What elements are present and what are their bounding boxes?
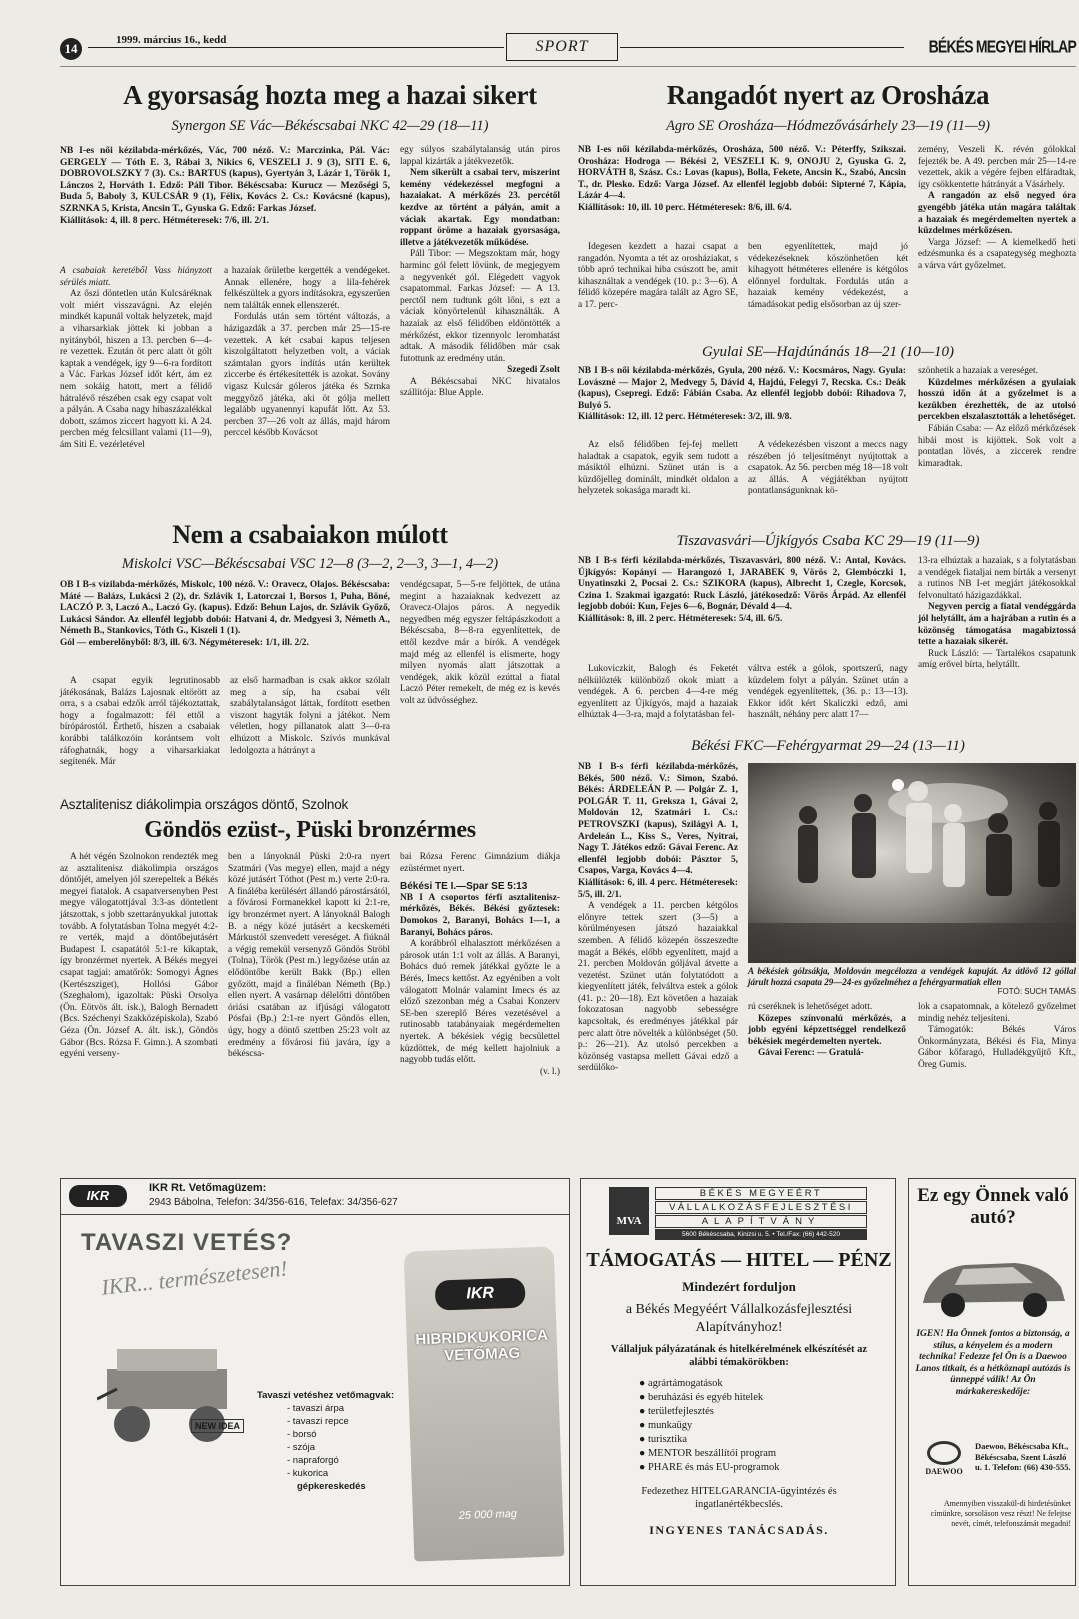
issue-date: 1999. március 16., kedd: [116, 34, 227, 46]
daewoo-brand: DAEWOO: [915, 1441, 973, 1476]
article5-body1: Lukoviczkit, Balogh és Feketét nélkülözték különböző okok miatt a vendégek. A 6. percben 4—4-re még egyenlített az Újkígyós, majd a hazaiak elhúztak 4—3-ra, majd a folytatásban fel-: [578, 664, 738, 721]
daewoo-text: IGEN! Ha Önnek fontos a biztonság, a stílus, a kényelem és a modern technika! Fedezze fel Ön is a Daewoo Lanos titkait, és a hétköznapi autózás is ünneppé válik! Az Ön márkakereskedője:: [915, 1329, 1071, 1397]
article1-body2a: a hazaiak őrületbe kergették a vendégeket. Annak ellenére, hogy a lila-fehérek felkészültek a gyors indításokra, egyszerűen nem találták ennek ellenszerét.: [224, 266, 390, 311]
handball-players-illustration: [748, 763, 1076, 963]
article2-lead: [578, 145, 906, 215]
article4-col2: [230, 676, 390, 757]
article7-lead: NB I B-s férfi kézilabda-mérkőzés, Békés, 500 néző. V.: Simon, Szabó. Békés: ÁRDELEÁN P. — Polgár Z. 1, POLGÁR T. 11, Greksza 1, Gávai 2, Moldován 12, Szatmári 1. Cs.: PETROVSZKI (kapus), Szilágyi A. 1, Ardeleán L., Kiss S., Veres, Nyitrai, Nagy T. Játékos edző: Gávai Ferenc. Az ellenfél legjobb dobói: Pásztor 5, Csapos, Varga, Kovács 4—4.: [578, 762, 738, 877]
article3-body3c: Fábián Csaba: — Az előző mérkőzések hibái most is kijöttek. Sok volt a pontatlan lövés, a ziccerek rendre kimaradtak.: [918, 423, 1076, 469]
article3-body3b: Küzdelmes mérkőzésen a gyulaiak hosszú időn át a győzelmet is a kezükben érezhették, de az utolsó percekben elszalasztották a lehetőséget.: [918, 377, 1076, 423]
daewoo-logo-icon: [927, 1441, 961, 1465]
article4-title: Nem a csabaiakon múlott: [172, 520, 448, 549]
article7-body2b: Közepes színvonalú mérkőzés, a jobb egyéni képzettséggel rendelkező békésiek megérdemelten nyertek.: [748, 1013, 906, 1047]
article7-col1: [578, 762, 738, 1075]
mva-footer1: Fedezethez HITELGARANCIA-ügyintézés és ingatlanértékbecslés.: [641, 1486, 837, 1510]
article1-subtitle: Synergon SE Vác—Békéscsabai NKC 42—29 (18—11): [171, 118, 489, 134]
mva-advertisement[interactable]: [580, 1178, 896, 1586]
mva-list-item: ● munkaügy: [639, 1420, 693, 1431]
article5-lead: [578, 556, 906, 626]
page-number-badge: 14: [60, 38, 82, 60]
ikr-list-item: - szója: [287, 1442, 315, 1453]
ikr-headline: TAVASZI VETÉS?: [81, 1229, 293, 1256]
article1-body1: Az őszi döntetlen után Kulcsáréknak volt miért visszavágni. Az elején mindkét kapunál voltak helyzetek, majd a viharsarkiak jöttek ki jobban a nyitányból, hiszen a 13. percben 6—4-re vezettek. Ezután öt perc alatt öt gólt kaptak a vendégek, így 9—6-ra fordított a Vác. Farkas József időt kért, ám ez nem sokáig hatott, mert a félidő hátralévő részében csak egy csapat volt a pályán. A Csaba nagy hibaszázalékkal dobott, számos ziccert hagyott ki. A 24. percben még felcsillant valami (11—9), ám Siti E. vezérletével: [60, 289, 212, 450]
daewoo-headline: Ez egy Önnek való autó?: [917, 1185, 1069, 1228]
mva-list-item: ● PHARE és más EU-programok: [639, 1462, 780, 1473]
daewoo-advertisement[interactable]: [908, 1178, 1076, 1586]
daewoo-dealer: Daewoo, Békéscsaba Kft., Békéscsaba, Szent László u. 1. Telefon: (66) 430-555.: [975, 1441, 1071, 1472]
article6-title: Göndös ezüst-, Püski bronzérmes: [144, 817, 476, 843]
article4-lead-text: OB I B-s vízilabda-mérkőzés, Miskolc, 100 néző. V.: Oravecz, Olajos. Békéscsaba: Máté — Balázs, Lukácsi 2 (2), dr. Szlávik 1, Latorczai 1, Borsos 1, Puha, Böné, LACZÓ P. 3, Laczó A., Laczó Gy. (kapus). Edző: Behun Lajos, dr. Szlávik Győző, Lukácsi Sándor. Az ellenfél legjobb dobói: Hatvani 4, dr. Medgyesi 3, Németh A., Németh B., Stankovics, Tóth G., Kiszeli 1 (1).: [60, 580, 390, 637]
article3-body2: A védekezésben viszont a meccs nagy részében jó teljesítményt nyújtottak a csapatok. Az 56. percben még 18—18 volt az állás. A végjátékban nyújtott pontatlanságunknak kö-: [748, 440, 908, 497]
ikr-advertisement[interactable]: [60, 1178, 570, 1586]
article3-col1: [578, 440, 738, 498]
mva-list: [639, 1377, 859, 1475]
article3-subtitle: Gyulai SE—Hajdúnánás 18—21 (10—10): [701, 344, 955, 360]
article6-col3: [400, 852, 560, 1078]
ikr-script: IKR... természetesen!: [100, 1255, 289, 1300]
car-illustration: [915, 1235, 1071, 1325]
mva-org-box: [655, 1187, 867, 1240]
mva-line3: Vállaljuk pályázatának és hitelkérelmének elkészítését az alábbi témakörökben:: [610, 1344, 868, 1368]
article6-body1: A hét végén Szolnokon rendezték meg az asztalitenisz diákolimpia országos döntőjét, amelyen jól szerepeltek a Békés megyei fiatalok. A csapatversenyben Pest megye válogatottjával 3:3-as döntetlent játszottak, s jobb szettarányukkal jutottak tovább. A folytatásban Tolna megyét 4:2-re verték, majd a döntőbejutásért Budapest I. csapatától 5:1-re kikaptak, így bronzérmet nyertek. A Békés megyei csapat tagjai: amatőrök: Somogyi Ágnes (Kertészsziget), Hollósi Gábor (Szeghalom), igazoltak: Püski Orsolya (Ön. Eötvös ált. isk.), Balogh Bernadett (Bcs. Széchenyi Szakközépiskola), Szabó Géza (Ön. József A. ált. isk.), Göndös Gábor (Bcs. Rózsa F. Gimn.). A szombati egyéni verseny-: [60, 852, 218, 1060]
mva-list-item: ● területfejlesztés: [639, 1406, 714, 1417]
ikr-logo: IKR: [69, 1185, 127, 1207]
ikr-list-title: Tavaszi vetéshez vetőmagvak:: [257, 1390, 395, 1401]
article6-col2: [228, 852, 390, 1061]
ikr-list-item: - borsó: [287, 1429, 317, 1440]
mva-org-line3: ALAPÍTVÁNY: [655, 1215, 867, 1228]
article2-lead-text: NB I-es női kézilabda-mérkőzés, Orosháza, 500 néző. V.: Péterffy, Szikszai. Orosháza: Hodroga — Békési 2, VESZELI K. 9, ONOJU 2, Gyuska G. 2, HORVÁTH 8, Szász. Cs.: Lovas (kapus), Bolla, Fekete, Ancsin K., Szabó, Ancsin T., dr. Plesko. Edző: Varga József. Az ellenfél legjobb dobói: Sipterné 7, Kápia, Lázár 4—4.: [578, 145, 906, 202]
article4-col1: [60, 676, 220, 769]
article2-subtitle: Agro SE Orosháza—Hódmezővásárhely 23—19 (11—9): [666, 118, 990, 134]
article3-lead-text: NB I B-s női kézilabda-mérkőzés, Gyula, 200 néző. V.: Kocsmáros, Nagy. Gyula: Lovászné — Major 2, Medvegy 5, Dávid 4, Hajdú, Felegyi 7, Recska. Cs.: Deák (kapus), Csepregi. Edző: Fábián Csaba. Az ellenfél legjobb dobói: Rihadova 7, Bulyó 5.: [578, 366, 906, 411]
article7-caption-block: [748, 966, 1076, 998]
ikr-list-item: - tavaszi repce: [287, 1416, 349, 1427]
ikr-list-item: - kukorica: [287, 1468, 329, 1479]
article3-body3a: szönhetik a hazaiak a vereséget.: [918, 366, 1038, 376]
masthead-rule-left: [88, 47, 504, 48]
ikr-bag-logo: IKR: [435, 1278, 526, 1311]
article1-title: A gyorsaság hozta meg a hazai sikert: [123, 80, 537, 110]
article5-body3c: Ruck László: — Tartalékos csapatunk amíg erővel bírta, helytállt.: [918, 648, 1076, 671]
article2-body3a: zemény, Veszeli K. révén gólokkal fejezték be. A 49. percben már 25—14-re vezettek, akik a végére fejben elfáradtak, így csökkentette hátrányát a Vásárhely.: [918, 145, 1076, 190]
article7-photo-caption: A békésiek gólzsákja, Moldován megcélozza a vendégek kapuját. Az átlövő 12 góllal járult hozzá csapata 29—24-es győzelméhez a fehérgyarmatiak ellen: [748, 966, 1076, 987]
article2-stats: Kiállítások: 10, ill. 10 perc. Hétméteresek: 8/6, ill. 6/4.: [578, 202, 792, 213]
ikr-address: 2943 Bábolna, Telefon: 34/356-616, Telefax: 34/356-627: [149, 1197, 398, 1208]
article7-photo: [748, 763, 1076, 963]
article1-lead: [60, 145, 390, 226]
article6-kicker: Asztalitenisz diákolimpia országos döntő, Szolnok: [60, 797, 349, 812]
mva-line1: Mindezért forduljon: [682, 1279, 796, 1294]
article1-supplier: A Békéscsabai NKC hivatalos szállítója: Blue Apple.: [400, 376, 560, 399]
article7-subtitle: Békési FKC—Fehérgyarmat 29—24 (13—11): [691, 738, 965, 754]
ikr-list-item: - napraforgó: [287, 1455, 339, 1466]
mva-headline: TÁMOGATÁS — HITEL — PÉNZ: [586, 1249, 892, 1271]
article1-body2b: Fordulás után sem történt változás, a házigazdák a 37. percben már 25—15-re vezettek. A két csabai kapus teljesen kiszolgáltatott helyzetben volt, a váciak számtalan gyors indítás után kerültek ziccerbe és értékesítették is azokat. Sovány vigasz Kulcsár góleros játéka és Szrnka meggyőző játéka, aki öt gólja mellett legalább ugyanennyi kapufát lőtt. Az 53. percben 37—26 volt az állás, majd három perccel később Kovácsot: [224, 312, 390, 439]
mva-list-item: ● turisztika: [639, 1434, 688, 1445]
section-label: SPORT: [506, 33, 618, 61]
article1-stats: Kiállítások: 4, ill. 8 perc. Hétméteresek: 7/6, ill. 2/1.: [60, 214, 270, 226]
article1-body3b: Nem sikerült a csabai terv, miszerint kemény védekezéssel megfogni a hazaiakat. A mérkőzés 23. percétől kezdve az történt a pályán, amit a váciak akartak. Egy mondatban: roppant öröme a hazaiak gyorsasága, illetve a játékvezetők működése.: [400, 168, 560, 248]
mva-line2: a Békés Megyéért Vállalkozásfejlesztési Alapítványhoz!: [625, 1302, 853, 1335]
article2-body1: Idegesen kezdett a hazai csapat a rangadón. Nyomta a tét az orosháziakat, s több apró technikai hiba csúszott be, amit kihasználtak a vendégek (10. p.: 3—6). A félidő közepére magára talált az Agro SE, a 17. perc-: [578, 242, 738, 310]
article3-col3: [918, 366, 1076, 470]
article2-col2: [748, 242, 908, 312]
article2-body2: ben egyenlítettek, majd jó védekezéseknek köszönhetően két kihagyott hétméteres ellenére is kétgólos előnnyel fordultak. Fordulás után a hazaiak kemény védekezést, a támadásokat pedig elsősorban az új szer-: [748, 242, 908, 310]
article6-body3b: A korábbról elhalasztott mérkőzésen a párosok után 1:1 volt az állás. A Baranyi, Bohács duó remek játékkal győzte le a Bérés, Imecs kettőst. Az egyéniben a volt válogatott Molnár valamint Imecs és az előző szezonban még a Csabai Konzerv SE-ben szereplő Béres vezetésével a rutinosabb tatabányaiak megérdemelten nyertek. A békésiek végig becsülettel küzdöttek, de még kellett hajolniuk a nagyobb tudás előtt.: [400, 939, 560, 1066]
article3-col2: [748, 440, 908, 498]
article5-subtitle: Tiszavasvári—Újkígyós Csaba KC 29—19 (11—9): [676, 533, 980, 549]
mva-list-item: ● agrártámogatások: [639, 1378, 723, 1389]
article4-col3: [400, 580, 560, 708]
article1-caption: A csabaiak keretéből Vass hiányzott sérülés miatt.: [60, 266, 212, 288]
masthead-rule-under: [60, 66, 1076, 67]
article7-stats: Kiállítások: 6, ill. 4 perc. Hétméteresek: 5/5, ill. 2/1.: [578, 877, 738, 900]
article3-body1: Az első félidőben fej-fej mellett haladtak a csapatok, egyik sem tudott a másiktól elhúzni. Szünet után is a küzdőjelleg dominált, mindkét oldalon a helyzetek sokasága maradt ki.: [578, 440, 738, 497]
article6-signature: (v. l.): [540, 1066, 560, 1077]
article1-col3: [400, 145, 560, 400]
article5-body2: váltva esték a gólok, sportszerű, nagy küzdelem folyt a pályán. Szünet után a vendégek egyenlítettek, (36. p.: 13—13). Ekkor időt kért Skaliczki edző, ami használt, néhány perc alatt 17—: [748, 664, 908, 721]
ikr-list-item: gépkereskedés: [297, 1481, 366, 1492]
article1-signature: Szegedi Zsolt: [507, 365, 560, 376]
paper-logo: BÉKÉS MEGYEI HÍRLAP: [928, 36, 1076, 56]
article1-col1: [60, 266, 212, 452]
article2-body3c: Varga József: — A kiemelkedő heti edzésmunka és a csapategység meghozta a várva várt győzelmet.: [918, 237, 1076, 271]
article7-col2: [748, 1002, 906, 1060]
article6-body2: ben a lányoknál Püski 2:0-ra nyert Szatmári (Vas megye) ellen, majd a négy közé jutásért Tóthot (Pest m.) verte 2:0-ra. A fináléba kerülésért állandó párostársától, a fővárosi Formanekkel kapott ki 2:1-re, így bronzérmet nyert. A lányoknál Balogh B. a négy közé jutásért a kecskeméti Márkustól szenvedett vereséget. A fiúknál a végig remekül versenyző Göndös Ströbl (Tolna), Török (Pest m.) legyőzése után az elődöntőbe került Bakk (Bp.) ellen győzött, majd a fináléban Németh (Bp.) ellen nyert. A vasárnap délelőtti döntőben óriási csatában az ifjúsági válogatott Pósfai (Bp.) 2:1-re nyert Göndös ellen, úgy, hogy a döntő szettben 25:23 volt az eredmény a fővárosi fiú javára, így a békéscsa-: [228, 852, 390, 1060]
article2-body3b: A rangadón az első negyed óra gyengébb játéka után magára találtak a hazaiak és megérdemelten nyertek a küzdelmes mérkőzésen.: [918, 191, 1076, 237]
mva-footer2: INGYENES TANÁCSADÁS.: [649, 1523, 829, 1537]
mva-org-line1: BÉKÉS MEGYEÉRT: [655, 1187, 867, 1200]
article2-col1: [578, 242, 738, 312]
article4-body1: A csapat egyik legrutinosabb játékosának, Balázs Lajosnak eltörött az orra, s a csabai edzők arról tájékoztattak, hogy a fogalmazott: fél ettől a bírópárostól. Érthető, hiszen a csabaiak korábbi találkozóin korántsem volt ráfoghatnák, hogy a viharsarkiakat segítenék. Már: [60, 676, 220, 768]
article6-col1: [60, 852, 218, 1061]
ikr-header: IKR Rt. Vetőmagüzem:: [149, 1182, 267, 1194]
article2-col3: [918, 145, 1076, 273]
ikr-list: [257, 1389, 417, 1493]
ikr-header-bar: [61, 1179, 570, 1215]
mva-org-line2: VÁLLALKOZÁSFEJLESZTÉSI: [655, 1201, 867, 1214]
article4-body2: az első harmadban is csak akkor szólalt meg a síp, ha csabai vélt szabálytalanságot láttak, fordított esetben viszont hagyták folyni a játékot. Nem véletlen, hogy pillanatok alatt 3—0-ra elhúzott a Miskolc. Szívós munkával ledolgozta a hátrányt a: [230, 676, 390, 756]
mva-list-item: ● MENTOR beszállítói program: [639, 1448, 777, 1459]
article4-lead: [60, 580, 390, 650]
mva-list-item: ● beruházási és egyéb hitelek: [639, 1392, 764, 1403]
article4-stats: Gól — emberelőnyből: 8/3, ill. 6/3. Négyméteresek: 1/1, ill. 2/2.: [60, 637, 309, 648]
article5-body3a: 13-ra elhúztak a hazaiak, s a folytatásban a vendégek fiataljai nem bírták a versenyt a rutinos NB I-et megjárt játékosokkal felvonultató házigazdákkal.: [918, 556, 1076, 601]
mva-org-address: 5600 Békéscsaba, Kinizsi u. 5. • Tel./Fax: (66) 442-520: [655, 1229, 867, 1240]
article7-body2a: rú cseréknek is lehetőséget adott.: [748, 1002, 873, 1012]
masthead-rule-right: [620, 47, 904, 48]
ikr-brand-small: NEW IDEA: [191, 1419, 244, 1433]
article7-body2c: Gávai Ferenc: — Gratulá-: [758, 1048, 864, 1059]
article1-body3a: egy súlyos szabálytalanság után piros lappal kizárták a játékvezetők.: [400, 145, 560, 167]
article5-body3b: Negyven percig a fiatal vendéggárda jól helytállt, ám a hajrában a rutin és a közönség támogatása magabiztossá tette a hazaiak sikerét.: [918, 602, 1076, 648]
article5-col2: [748, 664, 908, 722]
article4-body3: vendégcsapat, 5—5-re feljöttek, de utána megint a hazaiaknak kedvezett az Oravecz-Olajos páros. A negyedik negyedben még egyszer feltápászkodott a Békéscsaba, 8—8-ra egyenlítettek, de ettől kezdve már a bírók. A vendégek majd még az ellenfél is elismerte, hogy milyen nyomás alatt játszottak a vendégek, akik közül ezúttal a fiatal Laczó Péter remekelt, de még ez is kevés volt az üdvösséghez.: [400, 580, 560, 706]
article3-lead: [578, 366, 906, 424]
article6-subhead: Békési TE I.—Spar SE 5:13: [400, 881, 528, 893]
article4-subtitle: Miskolci VSC—Békéscsabai VSC 12—8 (3—2, 2—3, 3—1, 4—2): [121, 556, 499, 572]
article5-stats: Kiállítások: 8, ill. 2 perc. Hétméteresek: 5/4, ill. 6/5.: [578, 613, 783, 624]
ikr-list-item: - tavaszi árpa: [287, 1403, 345, 1414]
article7-body1: A vendégek a 11. percben kétgólos előnyre tettek szert (3—5) a körülményesen játszó hazaiakkal szemben. A félidő közepén összeszedte magát a Békés, előbb egyenlített, majd a 21. percben Moldován góljával átvette a vezetést. Szünet után folytatódott a kiegyenlített játék, felváltva estek a gólok (41. p.: 20—18). Ezt követően a hazaiak fokozatosan nagyobb sebességre kapcsoltak, és eredményes játékkal pár perc alatt ötre növelték a különbséget (50. p.: 26—21). Az utolsó percekben a közönség vastapsa mellett Gávai edző a serdülőko-: [578, 901, 738, 1074]
article6-body3a: bai Rózsa Ferenc Gimnázium diákja ezüstérmet nyert.: [400, 852, 560, 874]
article5-lead-text: NB I B-s férfi kézilabda-mérkőzés, Tiszavasvári, 800 néző. V.: Antal, Kovács. Újkígyós: Kopányi — Harangozó 1, JARABEK 9, Vörös 2, Glembóczki 1, Unyatinszki 2, Pocsai 2. Cs.: SZIKORA (kapus), Albrecht 1, Czegle, Korcsok, Czina 1. Szakmai igazgató: Ruck László, játékosedző: Vörös Árpád. Az ellenfél legjobb dobói: Kun, Fejes 6—6, Bognár, Dévald 4—4.: [578, 556, 906, 613]
article2-title: Rangadót nyert az Orosháza: [666, 80, 990, 110]
ikr-bag-text: HIBRIDKUKORICA VETŐMAG: [415, 1326, 549, 1365]
article5-col1: [578, 664, 738, 722]
ikr-seed-bag: [404, 1246, 565, 1561]
mva-logo: MVA: [609, 1187, 649, 1235]
article6-lead: NB I A csoportos férfi asztalitenisz-mérkőzés, Békés. Békési győztesek: Domokos 2, Baranyi, Bohács 1—1, a Baranyi, Bohács páros.: [400, 892, 560, 938]
daewoo-note: Amennyiben visszakül-di hirdetésünket címünkre, sorsoláson vesz részt! Ne felejtse nevét, címét, telefonszámát megadni!: [930, 1499, 1071, 1528]
ikr-bag-weight: 25 000 mag: [458, 1507, 518, 1522]
article3-stats: Kiállítások: 12, ill. 12 perc. Hétméteresek: 3/2, ill. 9/8.: [578, 412, 792, 423]
article1-body3c: Páll Tibor: — Megszoktam már, hogy harminc gól felett lövünk, de megjegyem a negyvenkét gól. Elégedett vagyok csapatommal. Farkas József: — A 13. perctől nem tudtunk gólt lőni, s ezt a váciak könyörtelenül kihasználták. A hazaiak az első félidőben eldöntötték a mérkőzést, ekkor tizennyolc leromhatást adtak. A második félidőben már csak futottunk az eredmény után.: [400, 249, 560, 364]
seed-drill-illustration: [97, 1329, 257, 1459]
article7-col3: [918, 1002, 1076, 1072]
article7-body3b: Támogatók: Békés Város Önkormányzata, Békési és Fia, Minya Gábor kőfaragó, Hulladékgyűjtő Kft., Öreg Gumis.: [918, 1025, 1076, 1070]
article1-lead-text: NB I-es női kézilabda-mérkőzés, Vác, 700 néző. V.: Marczinka, Pál. Vác: GERGELY — Tóth E. 3, Rábai 3, Nikics 6, VESZELI J. 9 (3), SITI E. 6, DOBROVOLSZKY 7 (3). Cs.: BARTUS (kapus), Gyertyán 3, Lázár 1, Török 1, Lánczos 2, Horváth 1. Edző: Páll Tibor. Békéscsaba: Kurucz — Mezőségi 5, Buda 5, Baboly 3, KULCSÁR 9 (1), Félix, Kovács 2. Cs.: Kovácsné (kapus), SZRNKA 5, Krista, Ancsin T., Gyuska G. Edző: Farkas József.: [60, 145, 390, 214]
article1-col2: [224, 266, 390, 440]
article7-body3a: lok a csapatomnak, a kötelező győzelmet mindig nehéz teljesíteni.: [918, 1002, 1076, 1024]
article7-photo-credit: FOTÓ: SUCH TAMÁS: [997, 987, 1076, 996]
article5-col3: [918, 556, 1076, 672]
